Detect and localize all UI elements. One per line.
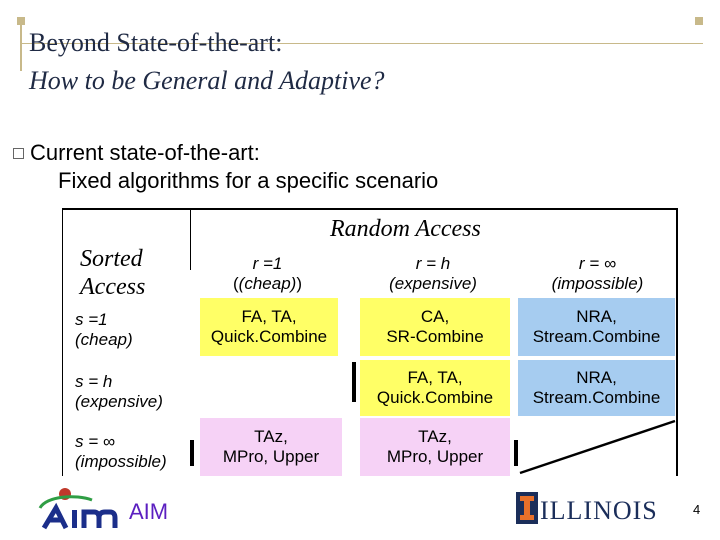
cell-line: TAz, [254,426,288,446]
column-header-bottom: (expensive) [389,274,477,293]
row-label-bottom: (impossible) [75,452,167,472]
illinois-block-i-icon [516,492,538,524]
sorted-access-word1: Sorted [80,246,143,272]
row-label [75,372,163,413]
bullet-subtext: Fixed algorithms for a specific scenario [58,168,439,193]
row-label [75,432,167,473]
title-accent-bar [20,25,22,71]
cell-line: Stream.Combine [532,388,661,407]
table-cell [360,298,510,356]
column-header-top: r = h [415,253,451,273]
cell-line: NRA, [576,306,617,326]
row-label-bottom: (expensive) [75,392,163,412]
sorted-access-word2: Access [80,274,146,300]
table-header-divider [190,208,191,270]
aim-label: AIM [129,499,169,524]
diagonal-line [520,421,675,473]
cell-line: CA, [420,306,450,326]
cell-line: MPro, Upper [222,447,320,466]
table-cell [518,360,675,416]
column-header-bottom: ((cheap)) [233,274,302,293]
random-access-header: Random Access [330,216,481,242]
row-label-top: s =1 [75,310,108,329]
column-header [358,252,508,296]
bullet-square-icon [13,148,24,159]
table-cell [200,418,342,476]
aim-logo-icon [36,486,126,532]
column-header-bottom: (impossible) [551,274,644,293]
row-label-top: s = h [75,372,113,391]
table-cell [360,360,510,416]
cell-line: Quick.Combine [376,388,494,407]
cell-line: MPro, Upper [386,447,484,466]
column-header-top: r =1 [252,253,283,273]
slide-subtitle: How to be General and Adaptive? [29,66,385,95]
row-label-top: s = ∞ [75,432,115,451]
page-number: 4 [693,502,701,517]
impossible-cell-diagonal [518,418,678,476]
row-label [75,310,133,351]
illinois-wordmark: ILLINOIS [540,496,658,525]
corner-square-right [695,17,703,25]
table-cell-empty [200,360,350,416]
sorted-access-header [80,245,145,301]
column-header-top: r = ∞ [578,253,617,273]
cell-line: SR-Combine [386,327,484,346]
table-cell [200,298,338,356]
table-cell [518,298,675,356]
slide-title: Beyond State-of-the-art: [29,28,283,57]
cell-line: FA, TA, [407,367,463,387]
bullet-text: Current state-of-the-art: [30,140,260,165]
cell-shadow [352,362,356,402]
cell-shadow [190,440,194,466]
row-label-bottom: (cheap) [75,330,133,350]
cell-line: Stream.Combine [532,327,661,346]
table-cell [360,418,510,476]
cell-line: TAz, [418,426,452,446]
corner-square-left [17,17,25,25]
cell-line: FA, TA, [241,306,297,326]
cell-line: NRA, [576,367,617,387]
column-header [520,252,675,296]
cell-line: Quick.Combine [210,327,328,346]
column-header [200,252,335,296]
